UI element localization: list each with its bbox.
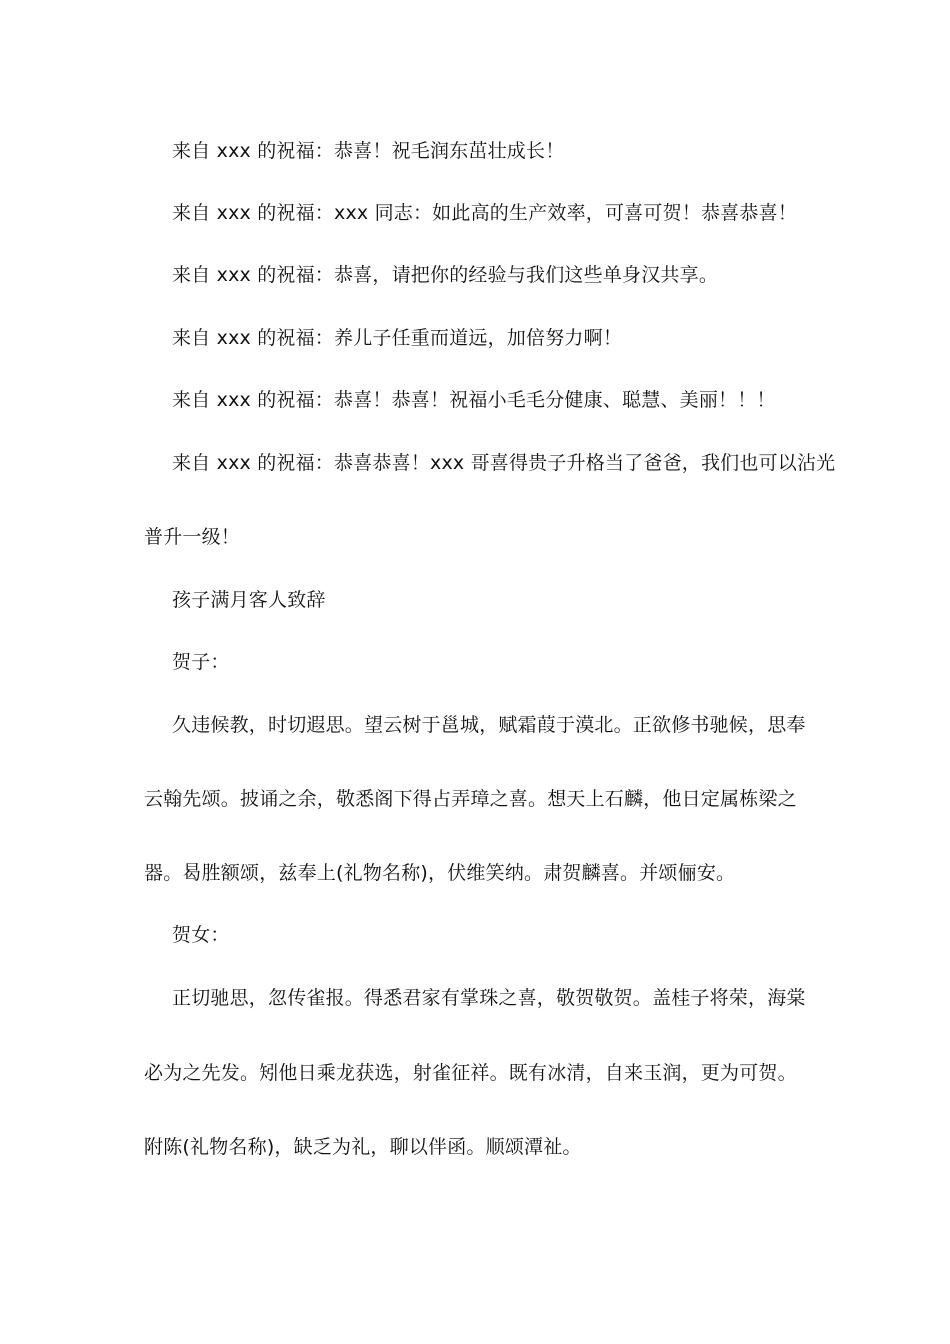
subheading-daughter: 贺女： (172, 924, 230, 946)
subheading-son: 贺子： (172, 651, 230, 673)
blessing-line-1: 来自 xxx 的祝福：恭喜！祝毛润东茁壮成长！ (172, 140, 565, 162)
son-paragraph-line-2: 云翰先颂。披诵之余，敬悉阁下得占弄璋之喜。想天上石麟，他日定属栋梁之 (144, 788, 797, 810)
blessing-line-3: 来自 xxx 的祝福：恭喜，请把你的经验与我们这些单身汉共享。 (172, 264, 719, 286)
blessing-line-5: 来自 xxx 的祝福：恭喜！恭喜！祝福小毛毛分健康、聪慧、美丽！！！ (172, 389, 776, 411)
blessing-line-6: 来自 xxx 的祝福：恭喜恭喜！xxx 哥喜得贵子升格当了爸爸，我们也可以沾光 (172, 452, 836, 474)
blessing-line-6-continued: 普升一级！ (144, 526, 241, 548)
daughter-paragraph-line-1: 正切驰思，忽传雀报。得悉君家有掌珠之喜，敬贺敬贺。盖桂子将荣，海棠 (172, 987, 806, 1009)
section-heading: 孩子满月客人致辞 (172, 589, 326, 611)
daughter-paragraph-line-3: 附陈(礼物名称)，缺乏为礼，聊以伴函。顺颂潭祉。 (144, 1136, 582, 1158)
blessing-line-4: 来自 xxx 的祝福：养儿子任重而道远，加倍努力啊！ (172, 327, 623, 349)
son-paragraph-line-3: 器。曷胜额颂，兹奉上(礼物名称)，伏维笑纳。肃贺麟喜。并颂俪安。 (144, 862, 736, 884)
son-paragraph-line-1: 久违候教，时切遐思。望云树于邕城，赋霜葭于漠北。正欲修书驰候，思奉 (172, 714, 806, 736)
blessing-line-2: 来自 xxx 的祝福：xxx 同志：如此高的生产效率，可喜可贺！恭喜恭喜！ (172, 202, 797, 224)
daughter-paragraph-line-2: 必为之先发。矧他日乘龙获选，射雀征祥。既有冰清，自来玉润，更为可贺。 (144, 1062, 797, 1084)
